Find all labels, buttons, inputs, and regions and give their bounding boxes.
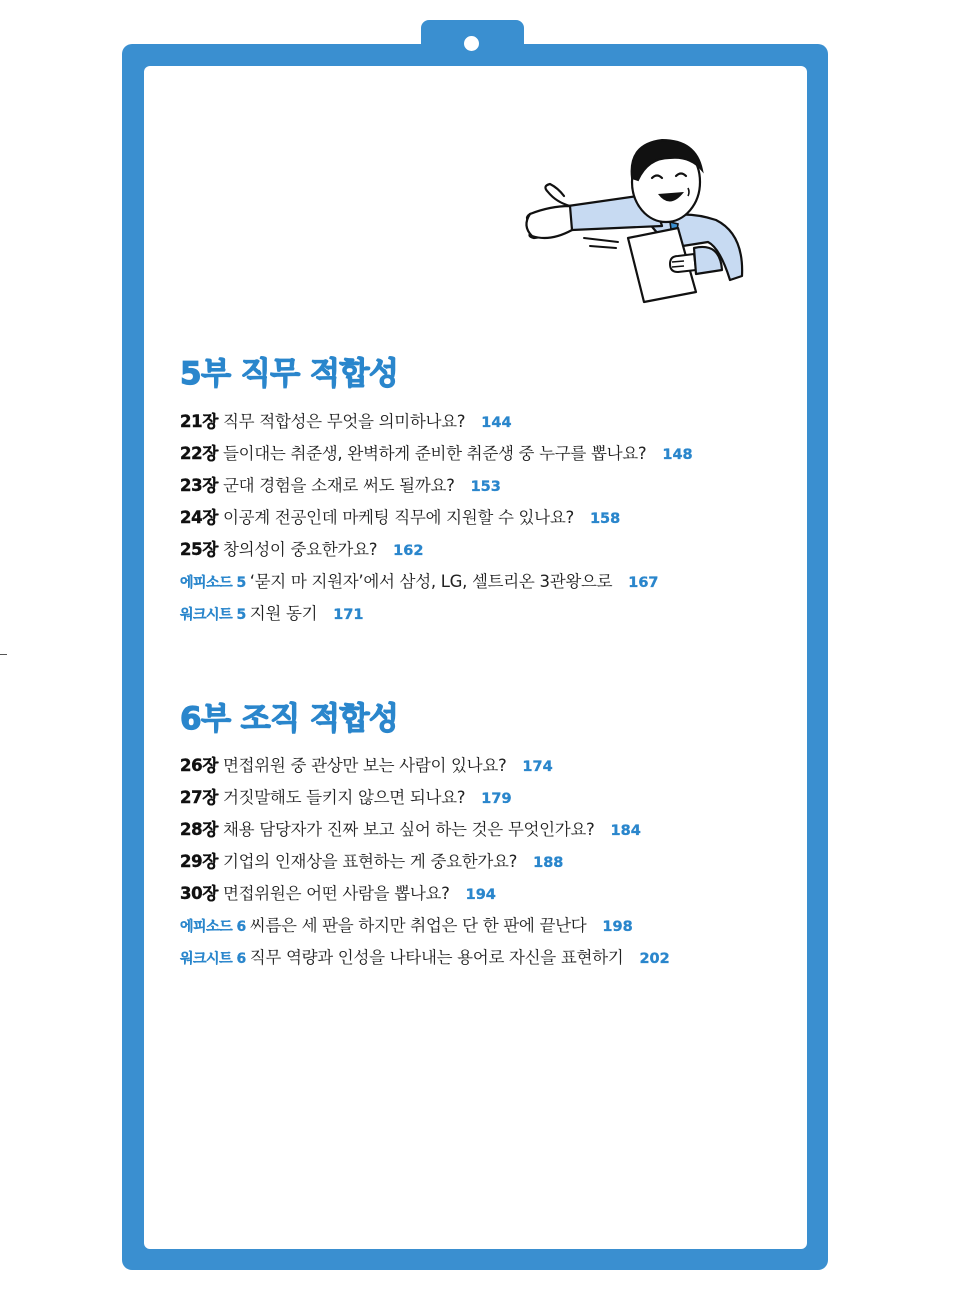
page-number: 188: [533, 855, 564, 871]
chapter-number: 23장: [180, 476, 219, 495]
toc-item-episode[interactable]: [180, 566, 693, 598]
page-number: 179: [481, 791, 512, 807]
episode-title: ‘묻지 마 지원자’에서 삼성, LG, 셀트리온 3관왕으로: [249, 572, 613, 591]
page-number: 148: [662, 447, 693, 463]
worksheet-title: 지원 동기: [249, 604, 318, 623]
chapter-number: 26장: [180, 756, 219, 775]
page-number: 144: [481, 415, 512, 431]
chapter-number: 28장: [180, 820, 219, 839]
toc-item[interactable]: [180, 814, 670, 846]
chapter-number: 29장: [180, 852, 219, 871]
chapter-number: 21장: [180, 412, 219, 431]
toc-item[interactable]: [180, 750, 670, 782]
page-number: 158: [589, 511, 621, 527]
episode-title: 씨름은 세 판을 하지만 취업은 단 한 판에 끝난다: [249, 916, 587, 935]
page-number: 153: [470, 479, 501, 495]
toc-item[interactable]: [180, 406, 693, 438]
episode-label: 에피소드 6: [180, 919, 246, 935]
page-edge-mark: [0, 654, 7, 655]
toc-list-part-6: [180, 750, 670, 974]
toc-item-episode[interactable]: [180, 910, 670, 942]
page-number: 174: [522, 759, 553, 775]
chapter-title: 들이대는 취준생, 완벽하게 준비한 취준생 중 누구를 뽑나요?: [223, 444, 647, 463]
section-title-part-6: 6부 조직 적합성: [180, 701, 399, 737]
toc-list-part-5: [180, 406, 693, 630]
chapter-title: 면접위원 중 관상만 보는 사람이 있나요?: [223, 756, 507, 775]
chapter-title: 기업의 인재상을 표현하는 게 중요한가요?: [223, 852, 518, 871]
chapter-title: 직무 적합성은 무엇을 의미하나요?: [223, 412, 466, 431]
page-number: 162: [393, 543, 424, 559]
toc-item[interactable]: [180, 438, 693, 470]
chapter-title: 거짓말해도 들키지 않으면 되나요?: [223, 788, 466, 807]
clipboard-clip-hole: [464, 36, 479, 51]
worksheet-title: 직무 역량과 인성을 나타내는 용어로 자신을 표현하기: [249, 948, 624, 967]
section-title-part-5: 5부 직무 적합성: [180, 356, 399, 392]
chapter-number: 30장: [180, 884, 219, 903]
page-number: 202: [639, 951, 670, 967]
chapter-title: 면접위원은 어떤 사람을 뽑나요?: [223, 884, 450, 903]
toc-item[interactable]: [180, 502, 693, 534]
worksheet-label: 워크시트 5: [180, 607, 246, 623]
chapter-title: 군대 경험을 소재로 써도 될까요?: [223, 476, 455, 495]
page-number: 194: [465, 887, 496, 903]
toc-item-worksheet[interactable]: [180, 598, 693, 630]
chapter-number: 24장: [180, 508, 219, 527]
toc-item[interactable]: [180, 846, 670, 878]
toc-item[interactable]: [180, 878, 670, 910]
chapter-number: 25장: [180, 540, 219, 559]
page-number: 198: [602, 919, 633, 935]
chapter-title: 창의성이 중요한가요?: [223, 540, 378, 559]
chapter-number: 27장: [180, 788, 219, 807]
worksheet-label: 워크시트 6: [180, 951, 246, 967]
toc-item[interactable]: [180, 782, 670, 814]
toc-item-worksheet[interactable]: [180, 942, 670, 974]
chapter-title: 이공계 전공인데 마케팅 직무에 지원할 수 있나요?: [223, 508, 574, 527]
chapter-number: 22장: [180, 444, 219, 463]
page-number: 167: [628, 575, 659, 591]
chapter-title: 채용 담당자가 진짜 보고 싶어 하는 것은 무엇인가요?: [223, 820, 595, 839]
toc-item[interactable]: [180, 534, 693, 566]
toc-item[interactable]: [180, 470, 693, 502]
page-number: 171: [333, 607, 364, 623]
page-number: 184: [610, 823, 641, 839]
episode-label: 에피소드 5: [180, 575, 246, 591]
cartoon-man-presenting-icon: [520, 130, 750, 310]
